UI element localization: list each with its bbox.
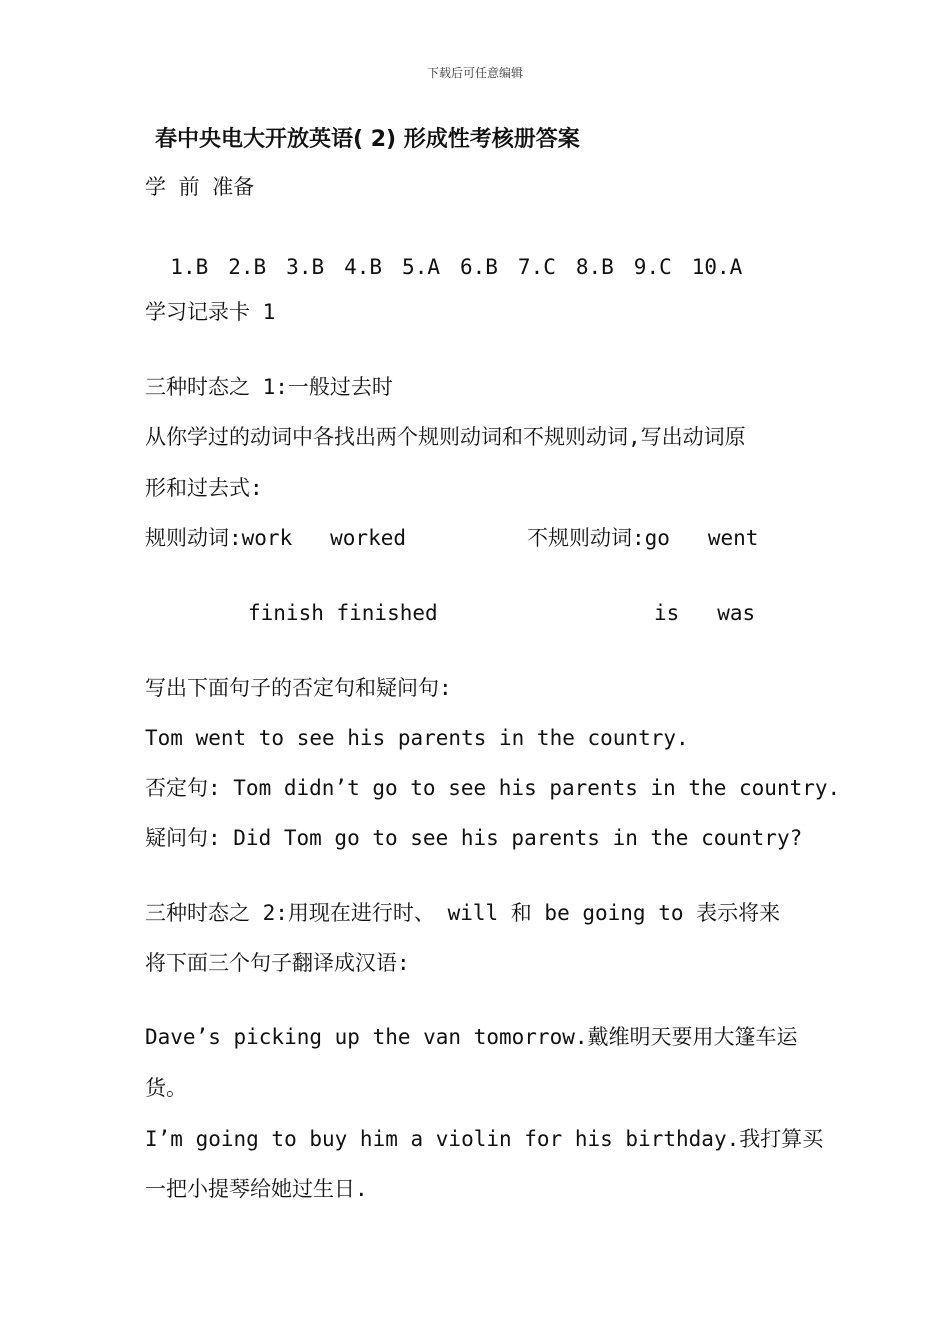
document-title: 春中央电大开放英语( 2) 形成性考核册答案 (155, 127, 580, 152)
card1-heading: 学习记录卡 1 (145, 300, 276, 324)
translation-line: 货。 (145, 1076, 187, 1100)
tense2-heading: 三种时态之 2:用现在进行时、 will 和 be going to 表示将来 (145, 901, 781, 925)
instruction-text: 形和过去式: (145, 476, 263, 500)
answer-item: 5.A (402, 255, 440, 279)
regular-verb-row: 规则动词:work worked (145, 526, 407, 550)
tense1-heading: 三种时态之 1:一般过去时 (145, 375, 393, 399)
answer-item: 9.C (633, 255, 672, 279)
translation-line: I’m going to buy him a violin for his birthday.我打算买 (145, 1127, 824, 1151)
answer-item: 2.B (228, 255, 267, 279)
page-header: 下载后可任意编辑 (426, 66, 523, 80)
translation-line: Dave’s picking up the van tomorrow.戴维明天要用大篷车运 (145, 1025, 798, 1049)
answer-item: 7.C (517, 255, 556, 279)
answer-item: 8.B (575, 255, 614, 279)
instruction-text: 将下面三个句子翻译成汉语: (145, 951, 410, 975)
regular-verb-row: finish finished (248, 601, 438, 625)
answer-item: 1.B (170, 255, 209, 279)
irregular-verb-row: 不规则动词:go went (527, 526, 759, 550)
answer-item: 10.A (691, 255, 743, 279)
instruction-text: 从你学过的动词中各找出两个规则动词和不规则动词,写出动词原 (145, 425, 746, 449)
negative-sentence: 否定句: Tom didn’t go to see his parents in the country. (145, 776, 841, 800)
answer-item: 6.B (459, 255, 498, 279)
irregular-verb-row: is was (654, 601, 756, 625)
section-prep-heading: 学 前 准备 (145, 175, 255, 199)
translation-line: 一把小提琴给她过生日. (145, 1177, 368, 1201)
answer-list (145, 222, 762, 282)
answer-item: 3.B (286, 255, 325, 279)
instruction-text: 写出下面句子的否定句和疑问句: (145, 676, 452, 700)
answer-item: 4.B (344, 255, 383, 279)
example-sentence: Tom went to see his parents in the country. (145, 726, 689, 750)
question-sentence: 疑问句: Did Tom go to see his parents in the country? (145, 826, 803, 850)
